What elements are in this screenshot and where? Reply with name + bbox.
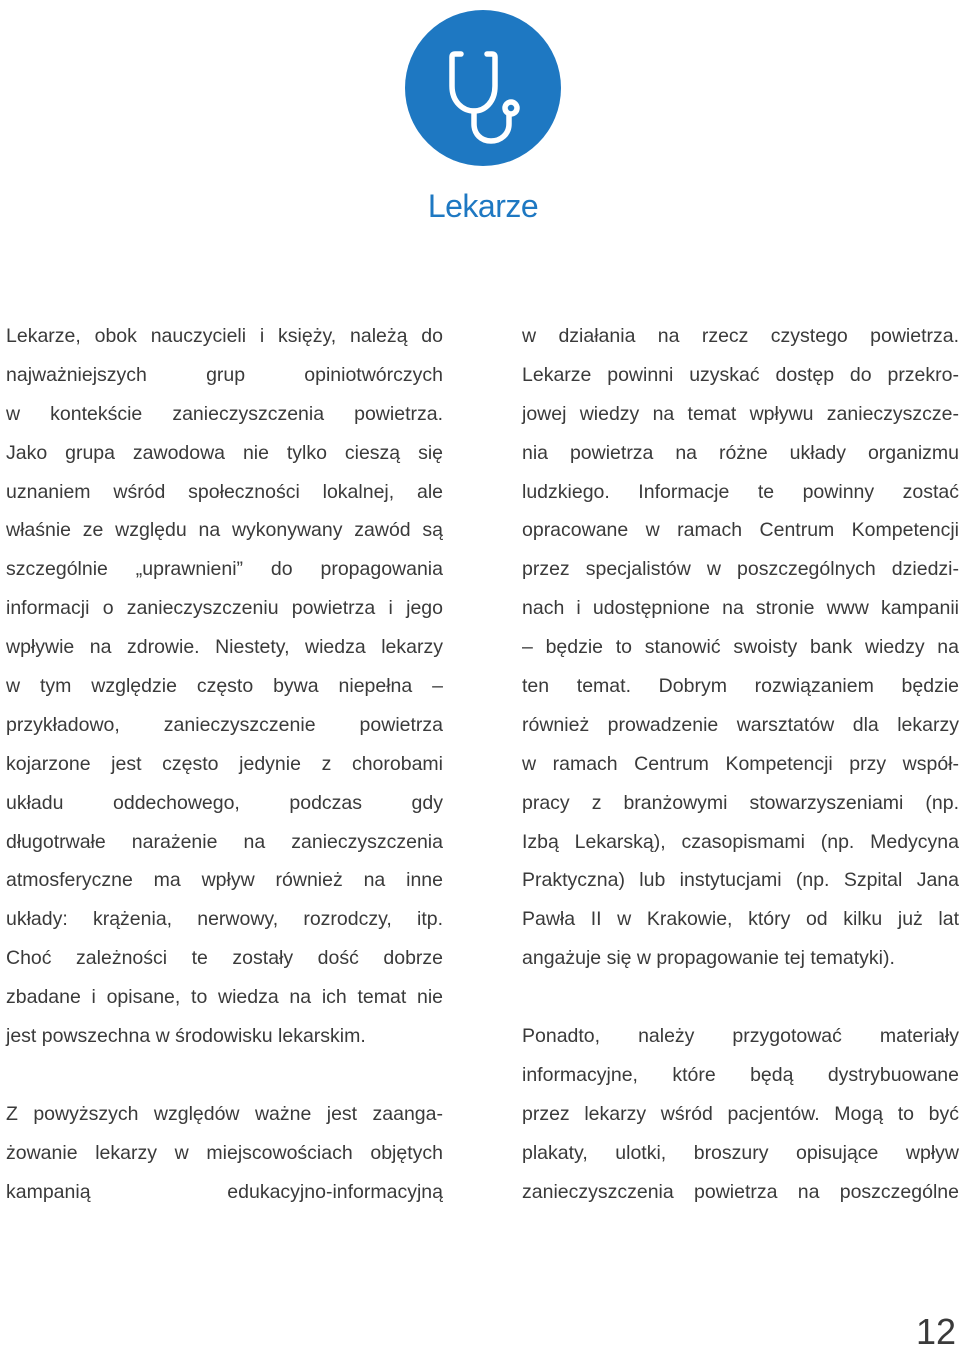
text-line: szczególnie „uprawnieni” do propagowania xyxy=(6,558,443,581)
text-line: Praktyczna) lub instytucjami (np. Szpital Jana xyxy=(522,869,959,892)
text-line: informacyjne, które będą dystrybuowane xyxy=(522,1063,959,1086)
header-icon-badge xyxy=(405,10,561,166)
text-line: w działania na rzecz czystego powietrza. xyxy=(522,325,959,347)
stethoscope-icon xyxy=(405,10,561,166)
text-line: zanieczyszczenia powietrza na poszczególne xyxy=(522,1180,959,1203)
text-line: – będzie to stanowić swoisty bank wiedzy na xyxy=(522,636,959,659)
text-line: angażuje się w propagowanie tej tematyki). xyxy=(522,947,895,970)
text-line: kojarzone jest często jedynie z chorobami xyxy=(6,752,443,775)
paragraph-gap xyxy=(522,978,959,1017)
text-line: przez specjalistów w poszczególnych dziedzi- xyxy=(522,558,959,581)
text-line: układu oddechowego, podczas gdy xyxy=(6,791,443,814)
text-line: jowej wiedzy na temat wpływu zanieczyszcze- xyxy=(522,402,959,425)
text-line: właśnie ze względu na wykonywany zawód są xyxy=(6,519,443,542)
text-line: wpływie na zdrowie. Niestety, wiedza lekarzy xyxy=(6,636,443,659)
text-line: informacji o zanieczyszczeniu powietrza i jego xyxy=(6,597,443,620)
text-line: żowanie lekarzy w miejscowościach objętych xyxy=(6,1141,443,1164)
text-line: ludzkiego. Informacje te powinny zostać xyxy=(522,480,959,503)
text-line: kampanią edukacyjno-informacyjną xyxy=(6,1180,443,1203)
text-line: długotrwałe narażenie na zanieczyszczenia xyxy=(6,830,443,853)
text-line: uznaniem wśród społeczności lokalnej, ale xyxy=(6,480,443,503)
text-line: pracy z branżowymi stowarzyszeniami (np. xyxy=(522,791,959,814)
text-line: przez lekarzy wśród pacjentów. Mogą to być xyxy=(522,1102,959,1125)
text-line: Izbą Lekarską), czasopismami (np. Medycyna xyxy=(522,830,959,853)
paragraph-gap xyxy=(6,1056,443,1095)
text-line: nach i udostępnione na stronie www kampanii xyxy=(522,597,959,620)
page-title: Lekarze xyxy=(427,188,539,224)
text-line: opracowane w ramach Centrum Kompetencji xyxy=(522,519,959,542)
text-line: Pawła II w Krakowie, który od kilku już lat xyxy=(522,908,959,931)
text-line: zbadane i opisane, to wiedza na ich temat nie xyxy=(6,986,443,1009)
page-number: 12 xyxy=(915,1311,956,1352)
text-line: w tym względzie często bywa niepełna – xyxy=(6,675,443,698)
text-line: najważniejszych grup opiniotwórczych xyxy=(6,363,443,386)
text-line: w kontekście zanieczyszczenia powietrza. xyxy=(6,402,443,425)
text-line: również prowadzenie warsztatów dla lekarzy xyxy=(522,713,959,736)
text-line: jest powszechna w środowisku lekarskim. xyxy=(6,1025,366,1048)
body-column-right xyxy=(522,317,959,1211)
text-line: Lekarze powinni uzyskać dostęp do przekro- xyxy=(522,363,959,386)
text-line: Choć zależności te zostały dość dobrze xyxy=(6,947,443,970)
text-line: układy: krążenia, nerwowy, rozrodczy, itp. xyxy=(6,908,443,931)
text-line: w ramach Centrum Kompetencji przy współ- xyxy=(522,752,959,775)
text-line: Lekarze, obok nauczycieli i księży, należą do xyxy=(6,325,443,347)
text-line: przykładowo, zanieczyszczenie powietrza xyxy=(6,713,443,736)
text-line: plakaty, ulotki, broszury opisujące wpływ xyxy=(522,1141,959,1164)
text-line: nia powietrza na różne układy organizmu xyxy=(522,441,959,464)
text-line: ten temat. Dobrym rozwiązaniem będzie xyxy=(522,675,959,698)
text-line: Jako grupa zawodowa nie tylko cieszą się xyxy=(6,441,443,464)
text-line: Z powyższych względów ważne jest zaanga- xyxy=(6,1102,443,1125)
text-line: Ponadto, należy przygotować materiały xyxy=(522,1025,959,1048)
text-line: atmosferyczne ma wpływ również na inne xyxy=(6,869,443,892)
body-column-left xyxy=(6,317,443,1211)
